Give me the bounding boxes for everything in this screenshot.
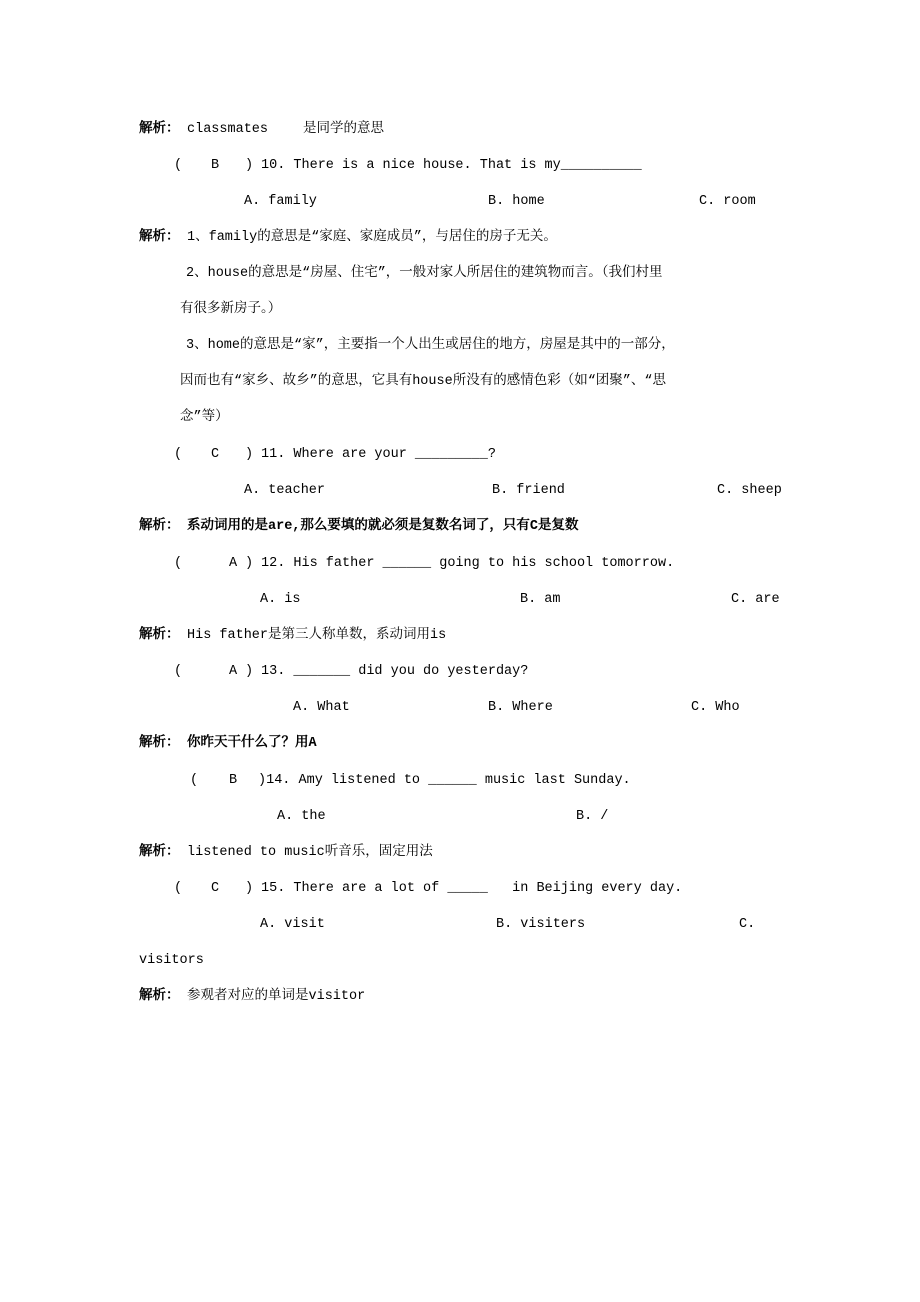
option-a: A. family [244, 194, 317, 209]
options-10 [0, 192, 920, 212]
analysis-text: 有很多新房子。） [180, 302, 282, 317]
paren: ) [245, 447, 254, 462]
analysis-text: listened to music听音乐，固定用法 [187, 845, 433, 860]
question-14 [0, 771, 920, 791]
analysis-label: 解析： [139, 628, 180, 643]
answer: A [229, 556, 238, 571]
question-text: )14. Amy listened to ______ music last Sunday. [258, 773, 631, 788]
question-text: 15. There are a lot of _____ in Beijing every day. [261, 881, 683, 896]
option-c-text: visitors [139, 953, 204, 968]
analysis-line [0, 264, 920, 284]
option-b: B. home [488, 194, 545, 209]
option-b: B. friend [492, 483, 565, 498]
answer: C [211, 447, 220, 462]
option-c: C. Who [691, 700, 740, 715]
option-b: B. visiters [496, 917, 586, 932]
analysis-14 [0, 843, 920, 863]
analysis-line [0, 300, 920, 320]
question-10 [0, 156, 920, 176]
question-15 [0, 879, 920, 899]
analysis-line [0, 408, 920, 428]
analysis-label: 解析： [139, 845, 180, 860]
option-c: C. [739, 917, 756, 932]
analysis-text: 系动词用的是are,那么要填的就必须是复数名词了，只有C是复数 [187, 519, 579, 534]
option-c: C. sheep [717, 483, 782, 498]
question-13 [0, 662, 920, 682]
options-11 [0, 481, 920, 501]
paren: ) [245, 881, 254, 896]
paren: ) [245, 556, 254, 571]
analysis-text: 是同学的意思 [303, 122, 384, 137]
options-13 [0, 698, 920, 718]
question-11 [0, 445, 920, 465]
option-a: A. visit [260, 917, 325, 932]
options-15-wrap [0, 951, 920, 971]
analysis-15 [0, 987, 920, 1007]
option-c: C. room [699, 194, 756, 209]
answer: A [229, 664, 238, 679]
option-a: A. teacher [244, 483, 326, 498]
option-b: B. Where [488, 700, 553, 715]
analysis-label: 解析： [139, 230, 180, 245]
option-a: A. What [293, 700, 350, 715]
analysis-line [0, 336, 920, 356]
analysis-label: 解析： [139, 519, 180, 534]
analysis-text: 2、house的意思是“房屋、住宅”，一般对家人所居住的建筑物而言。（我们村里 [186, 266, 663, 281]
options-12 [0, 590, 920, 610]
analysis-text: 1、family的意思是“家庭、家庭成员”，与居住的房子无关。 [187, 230, 557, 245]
option-a: A. is [260, 592, 301, 607]
analysis-text: His father是第三人称单数，系动词用is [187, 628, 447, 643]
answer: B [229, 773, 238, 788]
analysis-13 [0, 734, 920, 754]
analysis-label: 解析： [139, 989, 180, 1004]
analysis-9 [0, 120, 920, 140]
analysis-text: 因而也有“家乡、故乡”的意思，它具有house所没有的感情色彩（如“团聚”、“思 [180, 374, 667, 389]
analysis-text: 你昨天干什么了？用A [187, 736, 317, 751]
option-a: A. the [277, 809, 326, 824]
analysis-12 [0, 626, 920, 646]
analysis-10 [0, 228, 920, 248]
paren: ) [245, 158, 254, 173]
options-14 [0, 807, 920, 827]
analysis-text: 参观者对应的单词是visitor [187, 989, 366, 1004]
option-c: C. are [731, 592, 780, 607]
analysis-11 [0, 517, 920, 537]
analysis-label: 解析： [139, 122, 180, 137]
question-text: 11. Where are your _________? [261, 447, 496, 462]
paren: ) [245, 664, 254, 679]
paren: ( [190, 773, 199, 788]
option-b: B. am [520, 592, 561, 607]
paren: ( [174, 556, 183, 571]
answer: B [211, 158, 220, 173]
paren: ( [174, 158, 183, 173]
paren: ( [174, 447, 183, 462]
analysis-text: classmates [187, 122, 269, 137]
paren: ( [174, 664, 183, 679]
options-15 [0, 915, 920, 935]
analysis-label: 解析： [139, 736, 180, 751]
question-text: 10. There is a nice house. That is my__________ [261, 158, 642, 173]
analysis-text: 念”等） [180, 410, 229, 425]
answer: C [211, 881, 220, 896]
analysis-line [0, 372, 920, 392]
question-12 [0, 554, 920, 574]
analysis-text: 3、home的意思是“家”，主要指一个人出生或居住的地方，房屋是其中的一部分， [186, 338, 675, 353]
paren: ( [174, 881, 183, 896]
question-text: 13. _______ did you do yesterday? [261, 664, 529, 679]
question-text: 12. His father ______ going to his school tomorrow. [261, 556, 675, 571]
option-b: B. / [576, 809, 609, 824]
